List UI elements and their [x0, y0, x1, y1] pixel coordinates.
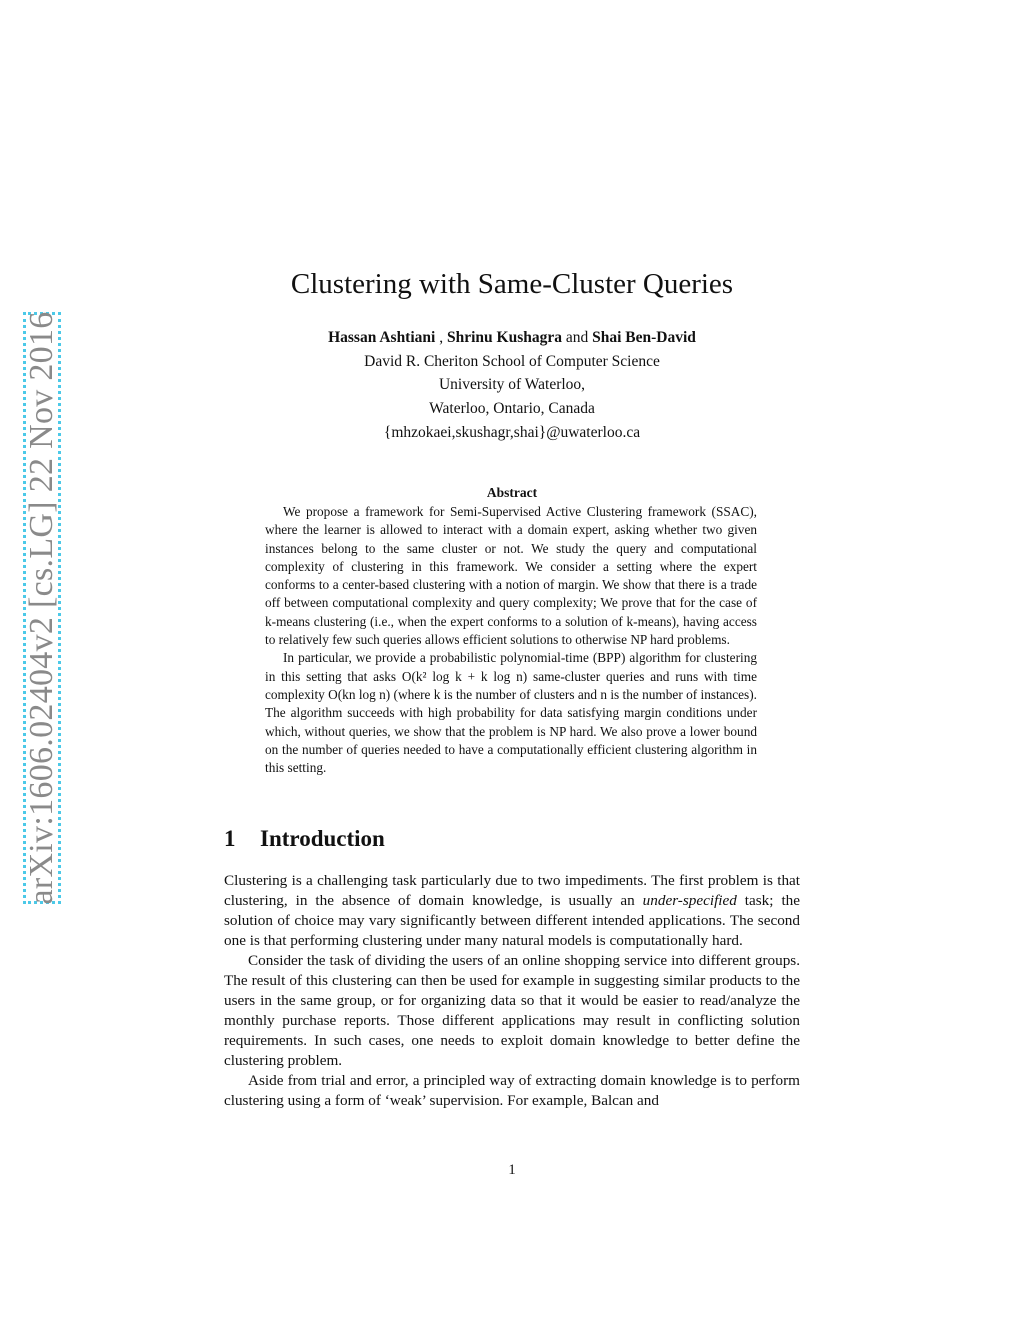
body-paragraph: [224, 871, 800, 951]
abstract-paragraph: We propose a framework for Semi-Supervised Active Clustering framework (SSAC), where the learner is allowed to interact with a domain expert, asking whether two given instances belong to the same cluster or not. We study the query and computational complexity of clustering in this framework. We consider a setting where the expert conforms to a center-based clustering with a notion of margin. We show that there is a trade off between computational complexity and query complexity; We prove that for the case of k-means clustering (i.e., when the expert conforms to a solution of k-means), having access to relatively few such queries allows efficient solutions to otherwise NP hard problems.: [265, 504, 757, 648]
author-list: [0, 329, 1024, 347]
abstract-body: [265, 503, 757, 777]
affiliation-line: University of Waterloo,: [438, 376, 586, 393]
author-emails: {mhzokaei,skushagr,shai}@uwaterloo.ca: [383, 424, 641, 441]
body-text-span: Clustering is a challenging task particularly due to two impediments. The first problem is that clustering, in the absence of domain knowledge, is usually an: [224, 872, 800, 909]
section-title: Introduction: [260, 826, 385, 851]
author-separator: and: [561, 329, 593, 346]
author-separator: ,: [435, 329, 447, 346]
body-paragraph: Aside from trial and error, a principled way of extracting domain knowledge is to perform clustering using a form of ‘weak’ supervision. For example, Balcan and: [224, 1072, 800, 1109]
abstract-heading: Abstract: [486, 485, 538, 500]
paper-title: Clustering with Same-Cluster Queries: [290, 268, 734, 300]
emphasis-text: under-specified: [642, 892, 737, 909]
page-number: 1: [508, 1162, 516, 1178]
body-paragraph: Consider the task of dividing the users of an online shopping service into different groups. The result of this clustering can then be used for example in suggesting similar products to the users in the same group, or for organizing data so that it would be easier to read/analyze the monthly purchase reports. Those different applications may result in conflicting solution requirements. In such cases, one needs to exploit domain knowledge to better define the clustering problem.: [224, 952, 800, 1069]
body-text-span: task; the solution of choice may vary significantly between different intended applications. The second one is that performing clustering under many natural models is computationally hard.: [224, 892, 800, 949]
author-name: Shrinu Kushagra: [446, 329, 562, 346]
introduction-body: [224, 871, 800, 1111]
affiliation-line: Waterloo, Ontario, Canada: [429, 400, 595, 417]
section-number: 1: [224, 826, 236, 851]
author-name: Hassan Ashtiani: [328, 329, 436, 346]
author-name: Shai Ben-David: [592, 329, 696, 346]
affiliation-line: David R. Cheriton School of Computer Science: [364, 353, 660, 370]
abstract-paragraph: In particular, we provide a probabilistic polynomial-time (BPP) algorithm for clustering in this setting that asks O(k² log k + k log n) same-cluster queries and runs with time complexity O(kn log n) (where k is the number of clusters and n is the number of instances). The algorithm succeeds with high probability for data satisfying margin conditions under which, without queries, we show that the problem is NP hard. We also prove a lower bound on the number of queries needed to have a computationally efficient clustering algorithm in this setting.: [265, 650, 757, 776]
section-heading: [224, 826, 385, 852]
arxiv-stamp-text: arXiv:1606.02404v2 [cs.LG] 22 Nov 2016: [23, 311, 60, 905]
